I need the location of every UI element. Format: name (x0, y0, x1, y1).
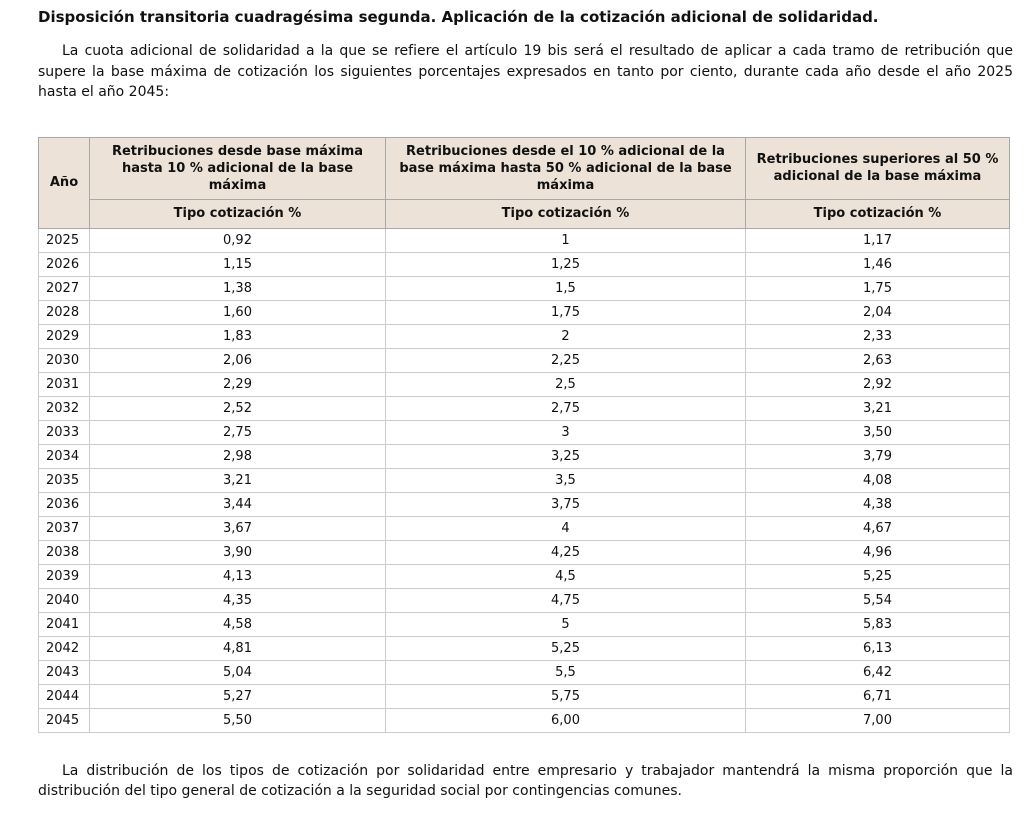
year-cell: 2045 (39, 708, 90, 732)
value-cell: 4,38 (746, 492, 1010, 516)
value-cell: 4,58 (90, 612, 386, 636)
year-cell: 2027 (39, 276, 90, 300)
value-cell: 5,27 (90, 684, 386, 708)
year-cell: 2043 (39, 660, 90, 684)
value-cell: 4,67 (746, 516, 1010, 540)
value-cell: 3 (386, 420, 746, 444)
subheader-tranche-2: Tipo cotización % (386, 199, 746, 228)
value-cell: 3,21 (746, 396, 1010, 420)
value-cell: 1,38 (90, 276, 386, 300)
value-cell: 2,98 (90, 444, 386, 468)
value-cell: 4,96 (746, 540, 1010, 564)
subheader-tranche-3: Tipo cotización % (746, 199, 1010, 228)
value-cell: 4,75 (386, 588, 746, 612)
value-cell: 1,75 (746, 276, 1010, 300)
value-cell: 2,04 (746, 300, 1010, 324)
value-cell: 3,50 (746, 420, 1010, 444)
value-cell: 4,35 (90, 588, 386, 612)
value-cell: 0,92 (90, 228, 386, 252)
value-cell: 2,63 (746, 348, 1010, 372)
value-cell: 2 (386, 324, 746, 348)
value-cell: 7,00 (746, 708, 1010, 732)
year-cell: 2042 (39, 636, 90, 660)
header-row-subtitles (39, 199, 1010, 228)
value-cell: 4,08 (746, 468, 1010, 492)
table-row (39, 348, 1010, 372)
value-cell: 4,81 (90, 636, 386, 660)
table-row (39, 540, 1010, 564)
year-cell: 2026 (39, 252, 90, 276)
year-cell: 2031 (39, 372, 90, 396)
table-row (39, 468, 1010, 492)
table-row (39, 228, 1010, 252)
value-cell: 2,92 (746, 372, 1010, 396)
value-cell: 2,5 (386, 372, 746, 396)
table-row (39, 612, 1010, 636)
value-cell: 5,25 (746, 564, 1010, 588)
table-row (39, 252, 1010, 276)
year-cell: 2037 (39, 516, 90, 540)
table-header (39, 137, 1010, 228)
value-cell: 4,25 (386, 540, 746, 564)
table-row (39, 564, 1010, 588)
subheader-tranche-1: Tipo cotización % (90, 199, 386, 228)
value-cell: 3,67 (90, 516, 386, 540)
table-row (39, 276, 1010, 300)
year-cell: 2028 (39, 300, 90, 324)
page-title: Disposición transitoria cuadragésima segunda. Aplicación de la cotización adicional de solidaridad. (38, 8, 879, 26)
year-cell: 2025 (39, 228, 90, 252)
table-row (39, 636, 1010, 660)
value-cell: 1,5 (386, 276, 746, 300)
value-cell: 3,90 (90, 540, 386, 564)
value-cell: 4,13 (90, 564, 386, 588)
table-row (39, 420, 1010, 444)
value-cell: 1,15 (90, 252, 386, 276)
table-row (39, 516, 1010, 540)
value-cell: 1 (386, 228, 746, 252)
value-cell: 2,06 (90, 348, 386, 372)
value-cell: 3,75 (386, 492, 746, 516)
value-cell: 5 (386, 612, 746, 636)
value-cell: 6,71 (746, 684, 1010, 708)
value-cell: 4,5 (386, 564, 746, 588)
year-cell: 2030 (39, 348, 90, 372)
table-row (39, 444, 1010, 468)
year-cell: 2038 (39, 540, 90, 564)
table-body (39, 228, 1010, 732)
table-row (39, 588, 1010, 612)
value-cell: 5,5 (386, 660, 746, 684)
value-cell: 1,46 (746, 252, 1010, 276)
value-cell: 5,54 (746, 588, 1010, 612)
value-cell: 3,25 (386, 444, 746, 468)
value-cell: 1,60 (90, 300, 386, 324)
value-cell: 5,50 (90, 708, 386, 732)
solidarity-rates-table (38, 137, 1010, 733)
column-header-tranche-1: Retribuciones desde base máxima hasta 10 % adicional de la base máxima (90, 137, 386, 199)
value-cell: 5,04 (90, 660, 386, 684)
table-row (39, 660, 1010, 684)
value-cell: 1,75 (386, 300, 746, 324)
value-cell: 2,75 (386, 396, 746, 420)
column-header-tranche-2: Retribuciones desde el 10 % adicional de la base máxima hasta 50 % adicional de la base máxima (386, 137, 746, 199)
value-cell: 6,00 (386, 708, 746, 732)
value-cell: 6,13 (746, 636, 1010, 660)
year-cell: 2033 (39, 420, 90, 444)
column-header-tranche-3: Retribuciones superiores al 50 % adicional de la base máxima (746, 137, 1010, 199)
table-row (39, 708, 1010, 732)
value-cell: 2,25 (386, 348, 746, 372)
value-cell: 5,75 (386, 684, 746, 708)
intro-paragraph: La cuota adicional de solidaridad a la que se refiere el artículo 19 bis será el resultado de aplicar a cada tramo de retribución que supere la base máxima de cotización los siguientes porcentajes expresados en tanto por ciento, durante cada año desde el año 2025 hasta el año 2045: (38, 43, 1013, 100)
table-row (39, 684, 1010, 708)
table-row (39, 492, 1010, 516)
value-cell: 1,17 (746, 228, 1010, 252)
value-cell: 3,79 (746, 444, 1010, 468)
value-cell: 4 (386, 516, 746, 540)
year-column-header: Año (39, 137, 90, 228)
year-cell: 2039 (39, 564, 90, 588)
value-cell: 2,75 (90, 420, 386, 444)
value-cell: 6,42 (746, 660, 1010, 684)
value-cell: 2,33 (746, 324, 1010, 348)
table-row (39, 324, 1010, 348)
value-cell: 2,29 (90, 372, 386, 396)
year-cell: 2041 (39, 612, 90, 636)
year-cell: 2029 (39, 324, 90, 348)
value-cell: 1,25 (386, 252, 746, 276)
table-row (39, 372, 1010, 396)
value-cell: 5,83 (746, 612, 1010, 636)
table-row (39, 300, 1010, 324)
footer-paragraph: La distribución de los tipos de cotización por solidaridad entre empresario y trabajador mantendrá la misma proporción que la distribución del tipo general de cotización a la seguridad social por contingencias comunes. (38, 762, 1013, 799)
value-cell: 5,25 (386, 636, 746, 660)
value-cell: 1,83 (90, 324, 386, 348)
year-cell: 2044 (39, 684, 90, 708)
year-cell: 2034 (39, 444, 90, 468)
header-row-titles (39, 137, 1010, 199)
value-cell: 3,5 (386, 468, 746, 492)
year-cell: 2040 (39, 588, 90, 612)
value-cell: 3,44 (90, 492, 386, 516)
year-cell: 2032 (39, 396, 90, 420)
year-cell: 2036 (39, 492, 90, 516)
year-cell: 2035 (39, 468, 90, 492)
table-row (39, 396, 1010, 420)
value-cell: 2,52 (90, 396, 386, 420)
value-cell: 3,21 (90, 468, 386, 492)
